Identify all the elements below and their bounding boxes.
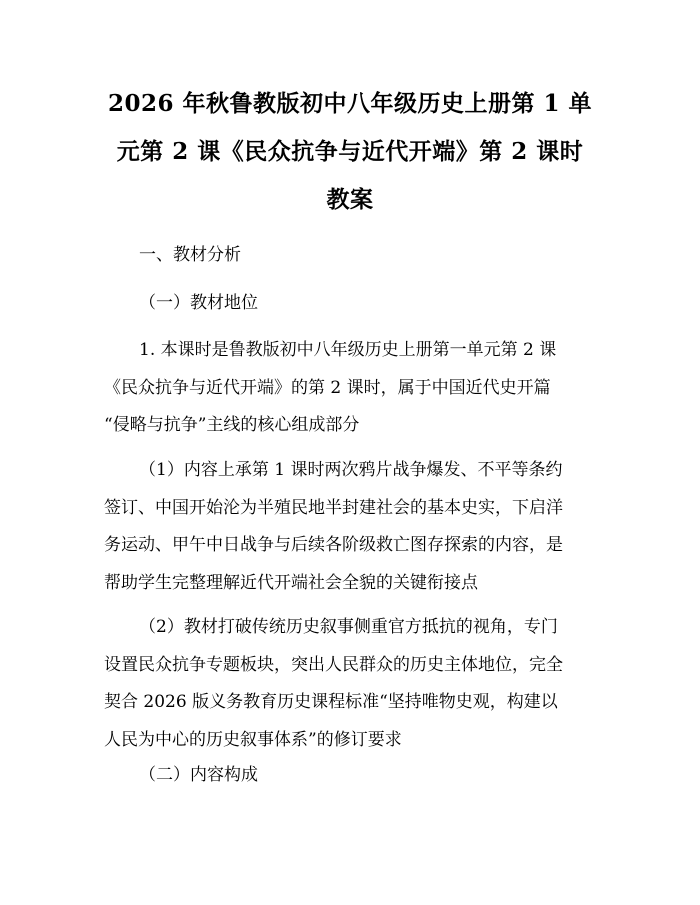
paragraph-textbook-perspective <box>104 609 599 759</box>
paragraph-line: 帮助学生完整理解近代开端社会全貌的关键衔接点 <box>104 572 478 593</box>
subsection-heading-content-structure: （二）内容构成 <box>139 765 258 785</box>
paragraph-line: 《民众抗争与近代开端》的第 2 课时，属于中国近代史开篇 <box>104 377 551 398</box>
paragraph-line: 设置民众抗争专题板块，突出人民群众的历史主体地位，完全 <box>104 654 563 675</box>
section-heading-textbook-analysis: 一、教材分析 <box>139 245 241 265</box>
paragraph-line: 契合 2026 版义务教育历史课程标准“坚持唯物史观，构建以 <box>104 692 558 712</box>
title-line-3: 教案 <box>326 186 374 213</box>
paragraph-line: 1. 本课时是鲁教版初中八年级历史上册第一单元第 2 课 <box>139 340 557 360</box>
paragraph-line: 人民为中心的历史叙事体系”的修订要求 <box>104 729 402 750</box>
paragraph-line: （2）教材打破传统历史叙事侧重官方抵抗的视角，专门 <box>139 617 558 637</box>
subsection-heading-textbook-position: （一）教材地位 <box>139 293 258 313</box>
paragraph-line: 务运动、甲午中日战争与后续各阶级救亡图存探索的内容，是 <box>104 535 563 555</box>
title-line-2: 元第 2 课《民众抗争与近代开端》第 2 课时 <box>116 138 584 165</box>
paragraph-line: 签订、中国开始沦为半殖民地半封建社会的基本史实，下启洋 <box>104 497 563 518</box>
paragraph-line: “侵略与抗争”主线的核心组成部分 <box>104 415 360 435</box>
paragraph-content-connection <box>104 452 599 602</box>
paragraph-lesson-overview <box>104 332 599 445</box>
document-title <box>86 80 614 224</box>
title-line-1: 2026 年秋鲁教版初中八年级历史上册第 1 单 <box>107 90 593 117</box>
paragraph-line: （1）内容上承第 1 课时两次鸦片战争爆发、不平等条约 <box>139 460 563 480</box>
